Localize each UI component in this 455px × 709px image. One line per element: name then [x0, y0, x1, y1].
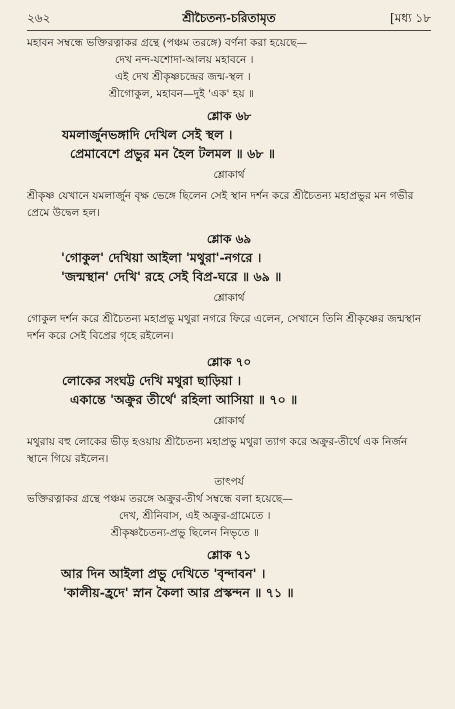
verse-line: 'গোকুল' দেখিয়া আইলা 'মথুরা'-নগরে ।	[61, 250, 262, 265]
page-header	[27, 0, 431, 31]
page-number: ২৬২	[27, 11, 51, 25]
translation-label: শ্লোকার্থ	[213, 292, 245, 304]
verse-line: 'জন্মস্থান' দেখি' রহে সেই বিপ্র-ঘরে ॥ ৬৯ ॥	[61, 269, 282, 284]
verse-line: একান্তে 'অক্রুর তীর্থে' রহিলা আসিয়া ॥ ৭০ ॥	[70, 392, 298, 407]
verse-line: 'কালীয়-হ্রদে' স্নান কৈলা আর প্রস্কন্দন ॥ ৭১ ॥	[63, 585, 294, 600]
running-title: শ্রীচৈতন্য-চরিতামৃত	[182, 11, 276, 25]
translation-paragraph: গোকুল দর্শন করে শ্রীচৈতন্য মহাপ্রভু মথুরা নগরে ফিরে এলেন, সেখানে তিনি শ্রীকৃষ্ণের জন্মস্থান দর্শন করে সেই বিপ্রের গৃহে রইলেন।	[27, 313, 422, 342]
sloka-heading: শ্লোক ৬৮	[206, 109, 252, 123]
quote-line: শ্রীগোকুল, মহাবন—দুই 'এক' হয় ॥	[109, 88, 254, 100]
quote-line: দেখ, শ্রীনিবাস, এই অক্রুর-গ্রামেতে ।	[119, 510, 271, 522]
verse-line: লোকের সংঘট্ট দেখি মথুরা ছাড়িয়া ।	[62, 373, 242, 388]
purport-paragraph: ভক্তিরত্নাকর গ্রন্থে পঞ্চম তরঙ্গে অক্রুর-তীর্থ সম্বন্ধে বলা হয়েছে—	[27, 493, 293, 505]
translation-paragraph: শ্রীকৃষ্ণ যেখানে যমলার্জুন বৃক্ষ ভেঙ্গে ছিলেন সেই স্থান দর্শন করে শ্রীচৈতন্য মহাপ্রভুর মন গভীর প্রেমে উদ্বেল হল।	[27, 190, 414, 219]
quote-line: এই দেখ শ্রীকৃষ্ণচন্দ্রের জন্ম-স্থল ।	[115, 71, 251, 83]
translation-paragraph: মথুরায় বহু লোকের ভীড় হওয়ায় শ্রীচৈতন্য মহাপ্রভু মথুরা ত্যাগ করে অক্রুর-তীর্থে এক নির্জন স্থানে গিয়ে রইলেন।	[27, 436, 408, 465]
quote-line: শ্রীকৃষ্ণচৈতন্য-প্রভু ছিলেন নিভৃতে ॥	[111, 527, 259, 539]
verse-line: যমলার্জুনভঙ্গাদি দেখিল সেই স্থল ।	[62, 127, 233, 142]
verse-line: প্রেমাবেশে প্রভুর মন হৈল টলমল ॥ ৬৮ ॥	[70, 146, 275, 161]
purport-label: তাৎপর্য	[214, 476, 244, 488]
translation-label: শ্লোকার্থ	[213, 169, 245, 181]
sloka-heading: শ্লোক ৭১	[206, 548, 252, 562]
quote-line: দেখ নন্দ-যশোদা-আলয় মহাবনে ।	[115, 54, 254, 66]
intro-paragraph: মহাবন সম্বন্ধে ভক্তিরত্নাকর গ্রন্থে (পঞ্চম তরঙ্গে) বর্ণনা করা হয়েছে—	[27, 37, 308, 49]
verse-line: আর দিন আইলা প্রভু দেখিতে 'বৃন্দাবন' ।	[61, 566, 266, 581]
translation-label: শ্লোকার্থ	[213, 415, 245, 427]
sloka-heading: শ্লোক ৭০	[206, 355, 252, 369]
section-marker: [মধ্য ১৮	[390, 11, 431, 25]
sloka-heading: শ্লোক ৬৯	[206, 232, 252, 246]
